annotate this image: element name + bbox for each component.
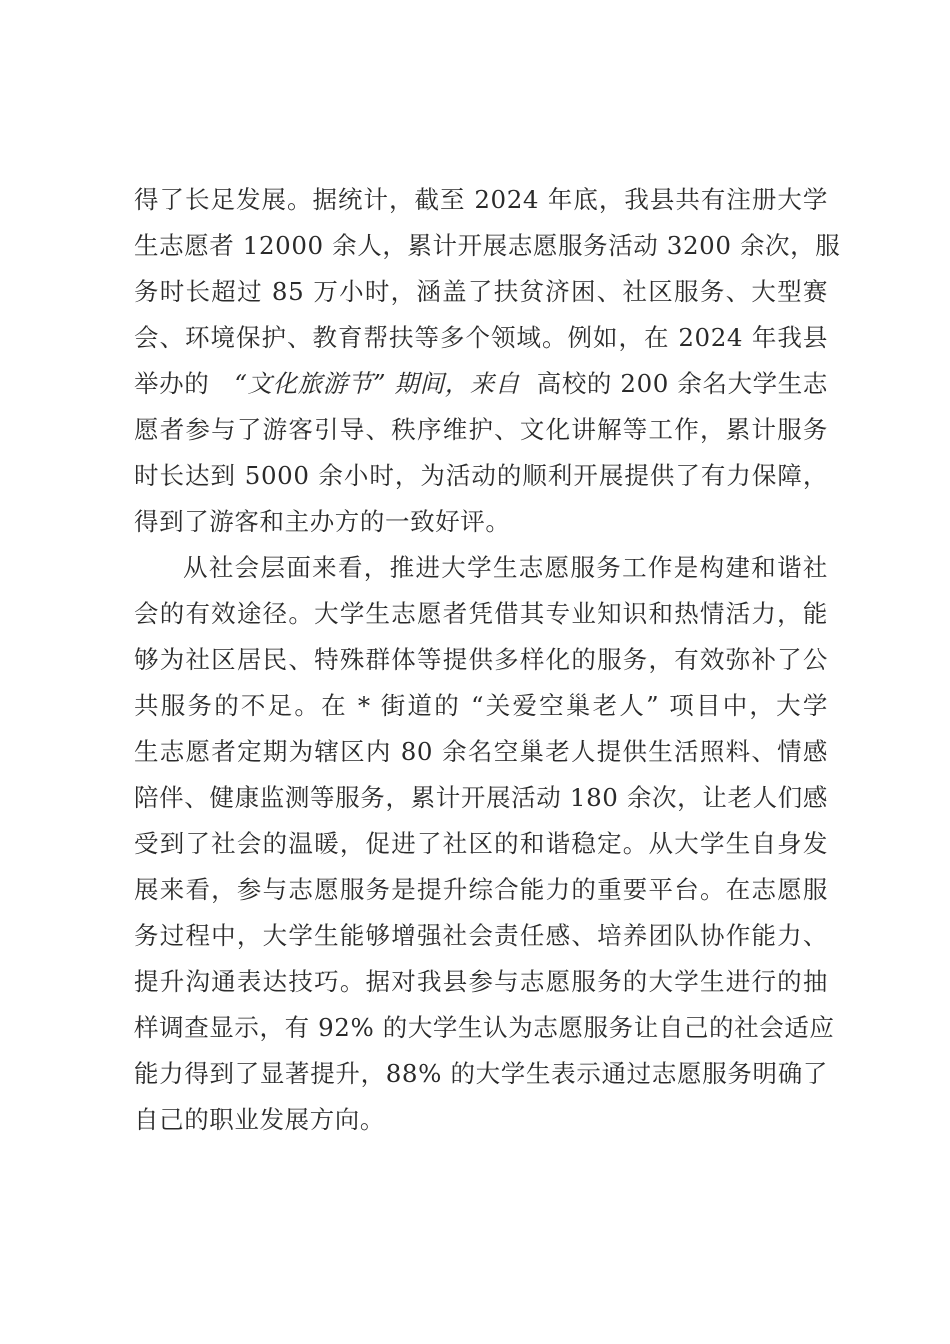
paragraph-line: 得了长足发展。据统计，截至 2024 年底，我县共有注册大学 xyxy=(134,185,828,214)
paragraph-line: 够为社区居民、特殊群体等提供多样化的服务，有效弥补了公 xyxy=(134,645,828,674)
paragraph-line: 会的有效途径。大学生志愿者凭借其专业知识和热情活力，能 xyxy=(134,599,828,628)
paragraph-line: 从社会层面来看，推进大学生志愿服务工作是构建和谐社 xyxy=(183,553,828,582)
paragraph-line: 样调查显示，有 92% 的大学生认为志愿服务让自己的社会适应 xyxy=(134,1013,835,1042)
paragraph-line: 时长达到 5000 余小时，为活动的顺利开展提供了有力保障， xyxy=(134,461,828,490)
line-segment: 举办的 xyxy=(134,369,218,398)
paragraph-line: 得到了游客和主办方的一致好评。 xyxy=(134,507,511,536)
paragraph-line: 能力得到了显著提升，88% 的大学生表示通过志愿服务明确了 xyxy=(134,1059,828,1088)
line-segment-italic: “文化旅游节” 期间，来自 xyxy=(234,369,521,398)
paragraph-line: 共服务的不足。在 * 街道的 “关爱空巢老人” 项目中，大学 xyxy=(134,691,828,720)
paragraph-line: 展来看，参与志愿服务是提升综合能力的重要平台。在志愿服 xyxy=(134,875,828,904)
paragraph-line-mixed xyxy=(134,364,828,404)
paragraph-line: 生志愿者定期为辖区内 80 余名空巢老人提供生活照料、情感 xyxy=(134,737,828,766)
paragraph-line: 自己的职业发展方向。 xyxy=(134,1105,385,1134)
paragraph-line: 会、环境保护、教育帮扶等多个领域。例如，在 2024 年我县 xyxy=(134,323,828,352)
line-segment: 高校的 200 余名大学生志 xyxy=(536,369,828,398)
paragraph-line: 务过程中，大学生能够增强社会责任感、培养团队协作能力、 xyxy=(134,921,828,950)
paragraph-line: 生志愿者 12000 余人，累计开展志愿服务活动 3200 余次，服 xyxy=(134,231,841,260)
paragraph-line: 陪伴、健康监测等服务，累计开展活动 180 余次，让老人们感 xyxy=(134,783,828,812)
paragraph-line: 提升沟通表达技巧。据对我县参与志愿服务的大学生进行的抽 xyxy=(134,967,828,996)
paragraph-line: 愿者参与了游客引导、秩序维护、文化讲解等工作，累计服务 xyxy=(134,415,828,444)
paragraph-line: 务时长超过 85 万小时，涵盖了扶贫济困、社区服务、大型赛 xyxy=(134,277,828,306)
paragraph-line: 受到了社会的温暖，促进了社区的和谐稳定。从大学生自身发 xyxy=(134,829,828,858)
